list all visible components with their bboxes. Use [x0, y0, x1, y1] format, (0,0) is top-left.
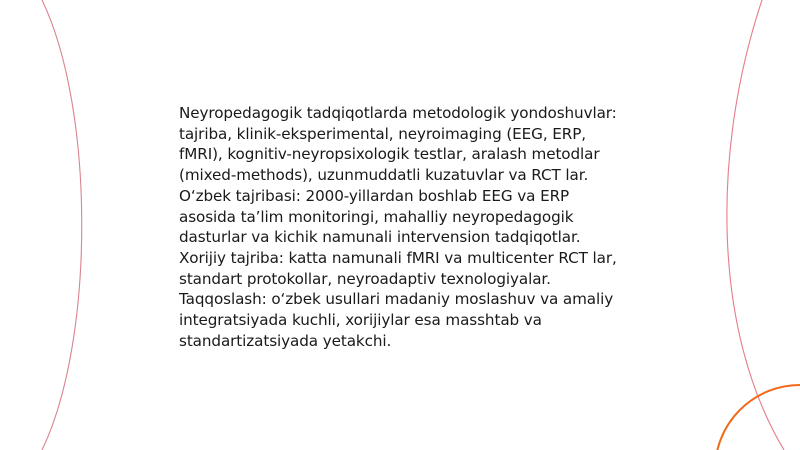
right-decorative-arc [727, 0, 784, 450]
left-decorative-arc [42, 0, 82, 450]
slide-body-text: Neyropedagogik tadqiqotlarda metodologik yondoshuvlar: tajriba, klinik-eksperimental, neyroimaging (EEG, ERP, fMRI), kognitiv-neyropsixologik testlar, aralash metodlar (mixed-methods), uzunmuddatli kuzatuvlar va RCT lar. O‘zbek tajribasi: 2000-yillardan boshlab EEG va ERP asosida ta’lim monitoringi, mahalliy neyropedagogik dasturlar va kichik namunali intervension tadqiqotlar. Xorijiy tajriba: katta namunali fMRI va multicenter RCT lar, standart protokollar, neyroadaptiv texnologiyalar. Taqqoslash: o‘zbek usullari madaniy moslashuv va amaliy integratsiyada kuchli, xorijiylar esa masshtab va standartizatsiyada yetakchi. [179, 104, 617, 350]
